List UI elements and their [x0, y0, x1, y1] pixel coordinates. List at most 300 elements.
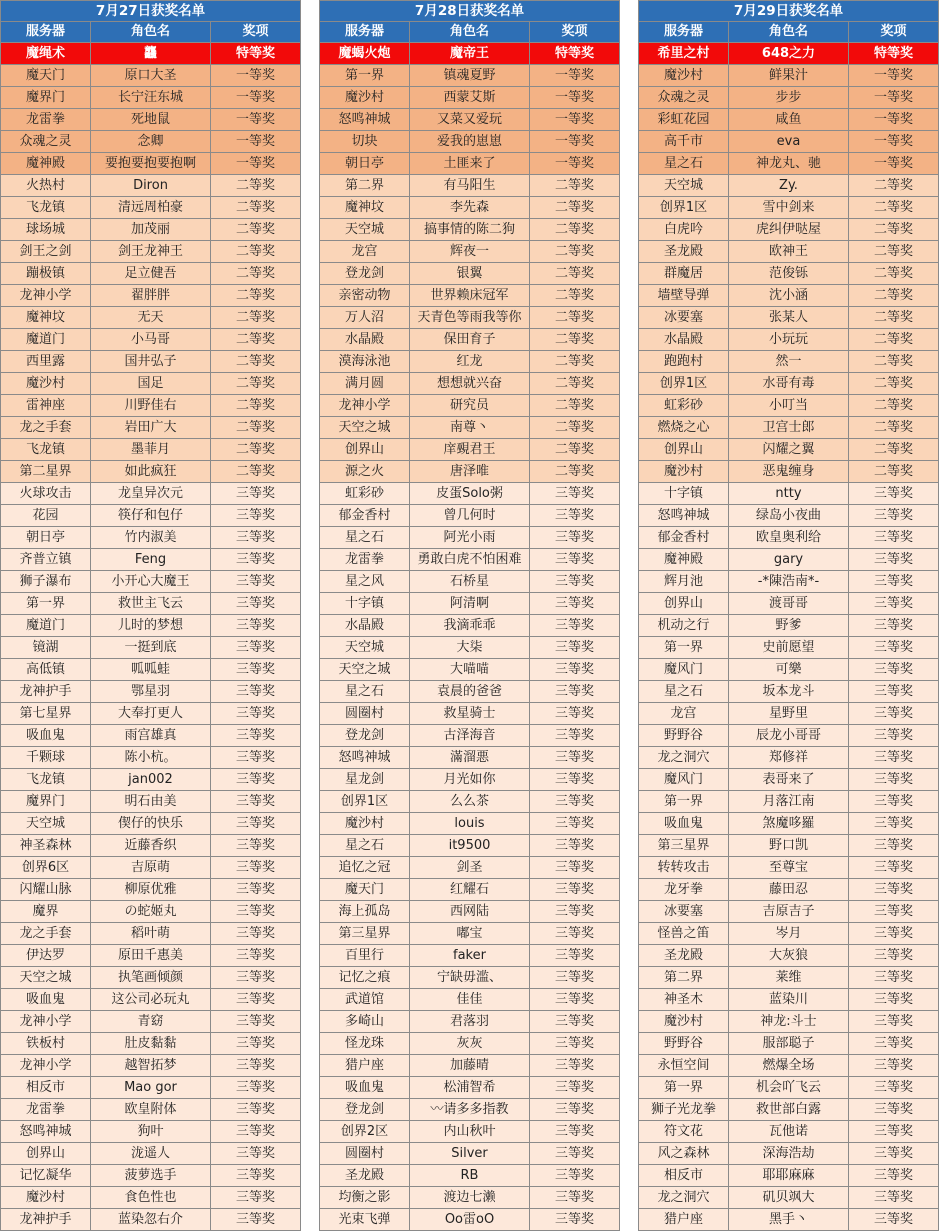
- table-row: [639, 1187, 939, 1209]
- character-cell: 筷仔和包仔: [91, 505, 211, 527]
- server-cell: 相反市: [639, 1165, 729, 1187]
- server-cell: 怪龙珠: [320, 1033, 410, 1055]
- character-cell: gary: [729, 549, 849, 571]
- table-row: [1, 439, 301, 461]
- prize-cell: 二等奖: [530, 197, 620, 219]
- table-row: [320, 241, 620, 263]
- table-row: [1, 549, 301, 571]
- character-cell: 大奉打更人: [91, 703, 211, 725]
- prize-cell: 二等奖: [530, 241, 620, 263]
- server-cell: 魔神坟: [1, 307, 91, 329]
- prize-cell: 三等奖: [211, 637, 301, 659]
- character-cell: 瓦他诺: [729, 1121, 849, 1143]
- table-row: [320, 1143, 620, 1165]
- table-row: [320, 769, 620, 791]
- table-row: [320, 549, 620, 571]
- character-cell: 咸鱼: [729, 109, 849, 131]
- server-cell: 飞龙镇: [1, 197, 91, 219]
- server-cell: 创界山: [639, 439, 729, 461]
- server-cell: 魔神坟: [320, 197, 410, 219]
- prize-cell: 二等奖: [211, 263, 301, 285]
- character-cell: 内山秋叶: [410, 1121, 530, 1143]
- prize-cell: 二等奖: [849, 263, 939, 285]
- table-row: [639, 263, 939, 285]
- server-cell: 剑王之剑: [1, 241, 91, 263]
- table-row: [320, 901, 620, 923]
- character-cell: 原口大圣: [91, 65, 211, 87]
- server-cell: 星之石: [639, 681, 729, 703]
- server-cell: 龙神护手: [1, 1209, 91, 1231]
- server-cell: 星之石: [320, 527, 410, 549]
- character-cell: 大喵喵: [410, 659, 530, 681]
- table-row: [320, 109, 620, 131]
- character-cell: 神龙丸、驰: [729, 153, 849, 175]
- table-row: [1, 1033, 301, 1055]
- prize-cell: 三等奖: [849, 549, 939, 571]
- character-cell: 黑手丶: [729, 1209, 849, 1231]
- table-row: [320, 131, 620, 153]
- character-cell: 么么茶: [410, 791, 530, 813]
- table-row: [639, 285, 939, 307]
- character-cell: 执笔画倾颜: [91, 967, 211, 989]
- character-column-header: 角色名: [91, 22, 211, 43]
- character-cell: 袁晨的爸爸: [410, 681, 530, 703]
- prize-cell: 二等奖: [530, 285, 620, 307]
- server-cell: 万人沼: [320, 307, 410, 329]
- prize-cell: 三等奖: [530, 1077, 620, 1099]
- server-cell: 墙壁导弹: [639, 285, 729, 307]
- character-cell: 君落羽: [410, 1011, 530, 1033]
- table-row: [639, 505, 939, 527]
- server-cell: 光束飞弹: [320, 1209, 410, 1231]
- server-cell: 跑跑村: [639, 351, 729, 373]
- prize-cell: 三等奖: [849, 1011, 939, 1033]
- prize-cell: 三等奖: [211, 945, 301, 967]
- server-cell: 星之石: [320, 835, 410, 857]
- character-cell: 阿光小雨: [410, 527, 530, 549]
- prize-cell: 一等奖: [849, 131, 939, 153]
- character-cell: 如此疯狂: [91, 461, 211, 483]
- server-cell: 相反市: [1, 1077, 91, 1099]
- table-row: [1, 43, 301, 65]
- prize-cell: 三等奖: [849, 967, 939, 989]
- table-row: [320, 1077, 620, 1099]
- character-cell: jan002: [91, 769, 211, 791]
- character-cell: 越智拓梦: [91, 1055, 211, 1077]
- table-row: [639, 373, 939, 395]
- table-row: [320, 439, 620, 461]
- table-row: [320, 945, 620, 967]
- prize-cell: 三等奖: [211, 769, 301, 791]
- table-row: [639, 87, 939, 109]
- prize-cell: 三等奖: [849, 637, 939, 659]
- character-cell: 泷遥人: [91, 1143, 211, 1165]
- character-cell: 偰仔的快乐: [91, 813, 211, 835]
- table-row: [320, 43, 620, 65]
- character-cell: 星野里: [729, 703, 849, 725]
- server-cell: 符文花: [639, 1121, 729, 1143]
- table-row: [1, 417, 301, 439]
- server-cell: 十字镇: [639, 483, 729, 505]
- character-cell: 月落江南: [729, 791, 849, 813]
- character-cell: 搞事情的陈二狗: [410, 219, 530, 241]
- prize-cell: 三等奖: [849, 483, 939, 505]
- table-row: [1, 153, 301, 175]
- server-cell: 创界2区: [320, 1121, 410, 1143]
- server-cell: 怒鸣神城: [320, 109, 410, 131]
- server-cell: 记忆之痕: [320, 967, 410, 989]
- table-row: [639, 747, 939, 769]
- table-row: [639, 527, 939, 549]
- server-cell: 魔沙村: [1, 373, 91, 395]
- table-row: [320, 725, 620, 747]
- character-column-header: 角色名: [410, 22, 530, 43]
- server-cell: 魔沙村: [1, 1187, 91, 1209]
- server-cell: 狮子光龙拳: [639, 1099, 729, 1121]
- table-row: [1, 241, 301, 263]
- table-row: [639, 615, 939, 637]
- server-cell: 蹦极镇: [1, 263, 91, 285]
- prize-cell: 三等奖: [211, 989, 301, 1011]
- prize-cell: 二等奖: [530, 395, 620, 417]
- character-cell: 天青色等雨我等你: [410, 307, 530, 329]
- server-cell: 满月圆: [320, 373, 410, 395]
- table-row: [639, 351, 939, 373]
- table-row: [639, 813, 939, 835]
- server-cell: 魔沙村: [639, 1011, 729, 1033]
- server-cell: 海上孤岛: [320, 901, 410, 923]
- server-cell: 冰要塞: [639, 901, 729, 923]
- server-cell: 第一界: [320, 65, 410, 87]
- table-row: [639, 593, 939, 615]
- table-row: [639, 725, 939, 747]
- prize-cell: 一等奖: [530, 153, 620, 175]
- server-cell: 怒鸣神城: [320, 747, 410, 769]
- prize-cell: 三等奖: [530, 659, 620, 681]
- table-row: [1, 1011, 301, 1033]
- server-cell: 风之森林: [639, 1143, 729, 1165]
- table-row: [320, 835, 620, 857]
- prize-cell: 三等奖: [530, 901, 620, 923]
- server-cell: 第一界: [639, 637, 729, 659]
- character-cell: 我滴乖乖: [410, 615, 530, 637]
- server-cell: 火热村: [1, 175, 91, 197]
- prize-cell: 三等奖: [211, 725, 301, 747]
- table-row: [320, 1187, 620, 1209]
- table-row: [320, 351, 620, 373]
- server-cell: 龙雷拳: [1, 109, 91, 131]
- prize-cell: 一等奖: [849, 153, 939, 175]
- character-cell: 国足: [91, 373, 211, 395]
- character-cell: 红龙: [410, 351, 530, 373]
- character-cell: 雨宫雄真: [91, 725, 211, 747]
- server-cell: 虹彩砂: [639, 395, 729, 417]
- server-cell: 圆圈村: [320, 1143, 410, 1165]
- server-cell: 圣龙殿: [320, 1165, 410, 1187]
- server-cell: 朝日亭: [1, 527, 91, 549]
- server-cell: 创界山: [639, 593, 729, 615]
- character-cell: 龙皇异次元: [91, 483, 211, 505]
- server-cell: 狮子瀑布: [1, 571, 91, 593]
- character-cell: 救世主飞云: [91, 593, 211, 615]
- table-row: [1, 351, 301, 373]
- server-cell: 漠海泳池: [320, 351, 410, 373]
- character-cell: 鲜果汁: [729, 65, 849, 87]
- character-cell: 剑圣: [410, 857, 530, 879]
- table-row: [1, 505, 301, 527]
- prize-cell: 三等奖: [849, 945, 939, 967]
- prize-cell: 三等奖: [530, 571, 620, 593]
- character-cell: 无天: [91, 307, 211, 329]
- server-cell: 天空之城: [320, 659, 410, 681]
- server-cell: 朝日亭: [320, 153, 410, 175]
- table-row: [639, 769, 939, 791]
- character-cell: 又菜又爱玩: [410, 109, 530, 131]
- prize-cell: 二等奖: [849, 329, 939, 351]
- server-cell: 龙之洞穴: [639, 1187, 729, 1209]
- server-cell: 燃烧之心: [639, 417, 729, 439]
- character-cell: 沈小涵: [729, 285, 849, 307]
- server-cell: 追忆之冠: [320, 857, 410, 879]
- server-cell: 圣龙殿: [639, 945, 729, 967]
- table-row: [320, 197, 620, 219]
- prize-cell: 三等奖: [530, 593, 620, 615]
- character-cell: 翟胖胖: [91, 285, 211, 307]
- table-row: [320, 923, 620, 945]
- server-column-header: 服务器: [1, 22, 91, 43]
- character-cell: 吉原吉子: [729, 901, 849, 923]
- prize-cell: 三等奖: [530, 505, 620, 527]
- prize-cell: 一等奖: [849, 87, 939, 109]
- winners-table-jul29: [638, 0, 939, 1231]
- character-cell: faker: [410, 945, 530, 967]
- server-cell: 彩虹花园: [639, 109, 729, 131]
- character-cell: 闪耀之翼: [729, 439, 849, 461]
- character-cell: 大柒: [410, 637, 530, 659]
- character-cell: 阿清啊: [410, 593, 530, 615]
- character-column-header: 角色名: [729, 22, 849, 43]
- character-cell: 辰龙小哥哥: [729, 725, 849, 747]
- prize-cell: 三等奖: [530, 1187, 620, 1209]
- prize-cell: 三等奖: [849, 857, 939, 879]
- prize-cell: 三等奖: [530, 791, 620, 813]
- table-row: [1, 1077, 301, 1099]
- server-cell: 创界山: [320, 439, 410, 461]
- character-cell: Silver: [410, 1143, 530, 1165]
- prize-cell: 一等奖: [211, 131, 301, 153]
- prize-cell: 三等奖: [849, 1033, 939, 1055]
- server-column-header: 服务器: [639, 22, 729, 43]
- prize-cell: 三等奖: [211, 1055, 301, 1077]
- table-row: [639, 923, 939, 945]
- prize-cell: 三等奖: [849, 527, 939, 549]
- server-cell: 龙神护手: [1, 681, 91, 703]
- server-cell: 亲密动物: [320, 285, 410, 307]
- table-row: [639, 879, 939, 901]
- prize-cell: 一等奖: [530, 65, 620, 87]
- server-cell: 圆圈村: [320, 703, 410, 725]
- character-cell: 清远周柏豪: [91, 197, 211, 219]
- table-row: [320, 1033, 620, 1055]
- server-cell: 魔沙村: [639, 65, 729, 87]
- table-row: [320, 681, 620, 703]
- server-cell: 龙之手套: [1, 923, 91, 945]
- table-row: [1, 1099, 301, 1121]
- prize-cell: 三等奖: [211, 857, 301, 879]
- server-cell: 天空城: [639, 175, 729, 197]
- table-row: [320, 1209, 620, 1231]
- prize-cell: 三等奖: [849, 1143, 939, 1165]
- server-cell: 魔神殿: [639, 549, 729, 571]
- character-cell: 想想就兴奋: [410, 373, 530, 395]
- winners-table-jul28: [319, 0, 620, 1231]
- prize-cell: 三等奖: [849, 769, 939, 791]
- table-row: [639, 901, 939, 923]
- prize-cell: 三等奖: [849, 659, 939, 681]
- character-cell: Mao gor: [91, 1077, 211, 1099]
- table-row: [1, 219, 301, 241]
- prize-cell: 二等奖: [849, 307, 939, 329]
- prize-column-header: 奖项: [530, 22, 620, 43]
- server-cell: 伊达罗: [1, 945, 91, 967]
- prize-cell: 二等奖: [211, 373, 301, 395]
- character-cell: 渡哥哥: [729, 593, 849, 615]
- prize-cell: 三等奖: [530, 549, 620, 571]
- prize-cell: 三等奖: [530, 857, 620, 879]
- table-row: [320, 989, 620, 1011]
- prize-cell: 二等奖: [211, 197, 301, 219]
- prize-cell: 三等奖: [849, 725, 939, 747]
- server-cell: 铁板村: [1, 1033, 91, 1055]
- table-row: [1, 989, 301, 1011]
- prize-cell: 三等奖: [849, 813, 939, 835]
- prize-cell: 三等奖: [211, 527, 301, 549]
- server-cell: 雷神座: [1, 395, 91, 417]
- server-cell: 众魂之灵: [1, 131, 91, 153]
- prize-cell: 二等奖: [211, 439, 301, 461]
- prize-cell: 二等奖: [849, 417, 939, 439]
- prize-cell: 三等奖: [211, 791, 301, 813]
- character-cell: 野口凯: [729, 835, 849, 857]
- prize-cell: 一等奖: [530, 131, 620, 153]
- server-cell: 天空之城: [320, 417, 410, 439]
- server-cell: 希里之村: [639, 43, 729, 65]
- server-cell: 魔界: [1, 901, 91, 923]
- prize-cell: 三等奖: [211, 703, 301, 725]
- table-row: [1, 571, 301, 593]
- table-row: [1, 1187, 301, 1209]
- table-row: [1, 593, 301, 615]
- character-cell: 古泽海音: [410, 725, 530, 747]
- table-row: [1, 175, 301, 197]
- prize-cell: 二等奖: [849, 219, 939, 241]
- server-cell: 天空之城: [1, 967, 91, 989]
- table-row: [1, 109, 301, 131]
- table-row: [1, 857, 301, 879]
- character-cell: Oo雷oO: [410, 1209, 530, 1231]
- server-cell: 水晶殿: [639, 329, 729, 351]
- character-cell: Diron: [91, 175, 211, 197]
- server-cell: 魔天门: [1, 65, 91, 87]
- server-cell: 野野谷: [639, 1033, 729, 1055]
- prize-cell: 二等奖: [849, 351, 939, 373]
- prize-cell: 三等奖: [530, 813, 620, 835]
- prize-cell: 二等奖: [530, 307, 620, 329]
- server-cell: 郁金香村: [320, 505, 410, 527]
- prize-cell: 二等奖: [530, 417, 620, 439]
- character-cell: 研究员: [410, 395, 530, 417]
- server-cell: 吸血鬼: [1, 725, 91, 747]
- table-row: [1, 263, 301, 285]
- prize-cell: 三等奖: [211, 1011, 301, 1033]
- character-cell: -*陳浩南*-: [729, 571, 849, 593]
- table-row: [320, 967, 620, 989]
- prize-cell: 一等奖: [849, 109, 939, 131]
- prize-cell: 二等奖: [849, 395, 939, 417]
- prize-cell: 三等奖: [849, 593, 939, 615]
- server-cell: 龙宫: [639, 703, 729, 725]
- server-cell: 齐普立镇: [1, 549, 91, 571]
- prize-cell: 三等奖: [849, 1187, 939, 1209]
- server-column-header: 服务器: [320, 22, 410, 43]
- table-row: [1, 461, 301, 483]
- server-cell: 魔界门: [1, 791, 91, 813]
- table-row: [1, 395, 301, 417]
- prize-cell: 三等奖: [211, 483, 301, 505]
- server-cell: 怪兽之笛: [639, 923, 729, 945]
- server-cell: 第二星界: [1, 461, 91, 483]
- character-cell: 加藤晴: [410, 1055, 530, 1077]
- prize-cell: 一等奖: [849, 65, 939, 87]
- table-row: [1, 637, 301, 659]
- table-row: [639, 791, 939, 813]
- prize-cell: 三等奖: [849, 681, 939, 703]
- table-row: [320, 285, 620, 307]
- server-cell: 魔风门: [639, 659, 729, 681]
- character-cell: 小马哥: [91, 329, 211, 351]
- table-row: [320, 659, 620, 681]
- character-cell: 矶贝飒大: [729, 1187, 849, 1209]
- character-cell: 西网陆: [410, 901, 530, 923]
- table-row: [639, 967, 939, 989]
- character-cell: 燃爆全场: [729, 1055, 849, 1077]
- table-row: [639, 395, 939, 417]
- character-cell: 世界赖床冠军: [410, 285, 530, 307]
- table-row: [639, 483, 939, 505]
- table-row: [1, 769, 301, 791]
- table-row: [320, 1011, 620, 1033]
- prize-cell: 三等奖: [211, 1209, 301, 1231]
- table-row: [1, 923, 301, 945]
- server-cell: 吸血鬼: [1, 989, 91, 1011]
- server-cell: 镜湖: [1, 637, 91, 659]
- character-cell: 蓝染忽右介: [91, 1209, 211, 1231]
- character-cell: 国井弘子: [91, 351, 211, 373]
- prize-cell: 三等奖: [849, 703, 939, 725]
- table-row: [639, 43, 939, 65]
- table-row: [639, 1209, 939, 1231]
- prize-cell: 一等奖: [530, 87, 620, 109]
- table-title: 7月27日获奖名单: [1, 1, 301, 22]
- character-cell: 藤田忍: [729, 879, 849, 901]
- character-cell: 原田千惠美: [91, 945, 211, 967]
- prize-cell: 三等奖: [849, 1099, 939, 1121]
- character-cell: 狗叶: [91, 1121, 211, 1143]
- table-row: [1, 527, 301, 549]
- prize-cell: 三等奖: [530, 681, 620, 703]
- table-row: [639, 1165, 939, 1187]
- prize-cell: 一等奖: [211, 65, 301, 87]
